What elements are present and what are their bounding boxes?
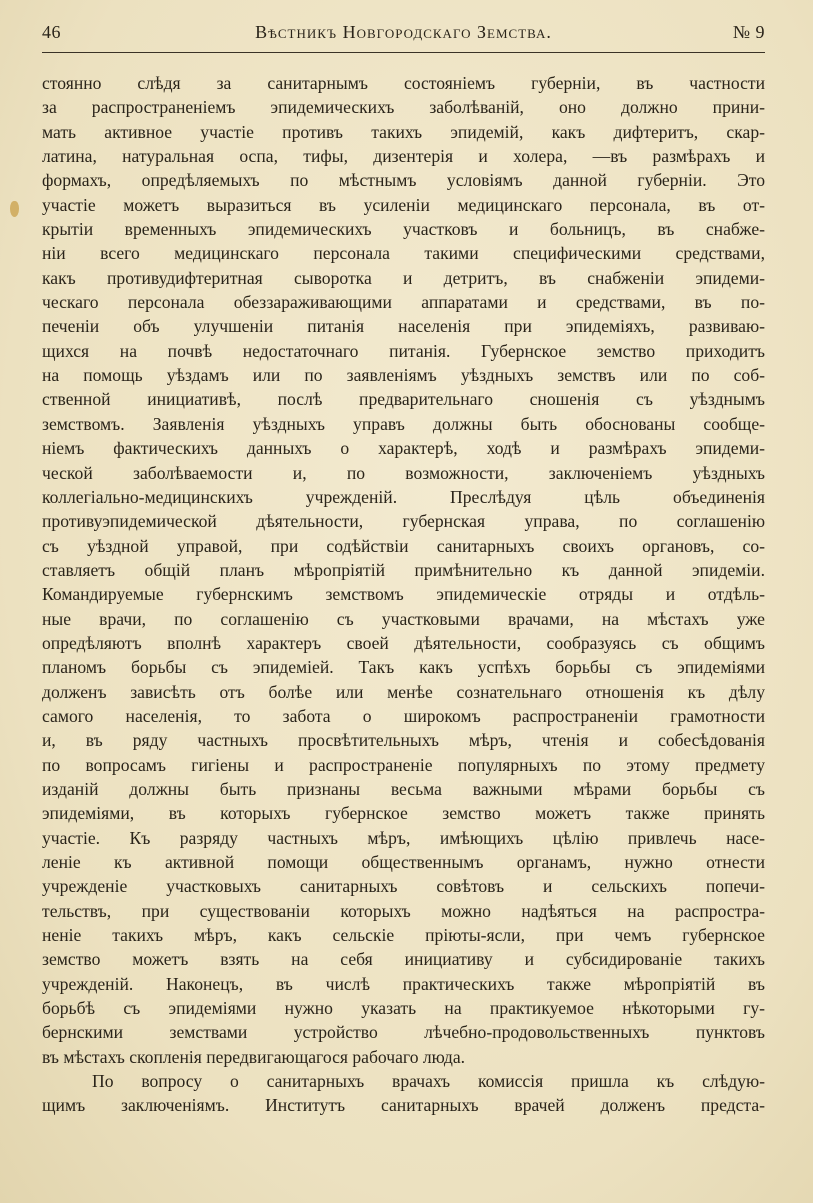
- text-line: ніи всего медицинскаго персонала такими специфическими средствами,: [42, 243, 765, 264]
- paper-stain: [10, 201, 19, 217]
- page-number: 46: [42, 22, 61, 42]
- text-line: печеніи объ улучшеніи питанія населенія при эпидеміяхъ, развиваю-: [42, 316, 765, 337]
- running-header: [42, 22, 765, 48]
- text-line: долженъ зависѣть отъ болѣе или менѣе сознательнаго отношенія къ дѣлу: [42, 681, 765, 702]
- text-line: на помощь уѣздамъ или по заявленіямъ уѣздныхъ земствъ или по соб-: [42, 365, 765, 386]
- text-line: ніемъ фактическихъ данныхъ о характерѣ, ходѣ и размѣрахъ эпидеми-: [42, 438, 765, 459]
- text-line: за распространеніемъ эпидемическихъ заболѣваній, оно должно прини-: [42, 97, 765, 118]
- text-line: учрежденіе участковыхъ санитарныхъ совѣтовъ и сельскихъ попечи-: [42, 876, 765, 897]
- text-line: формахъ, опредѣляемыхъ по мѣстнымъ условіямъ данной губерніи. Это: [42, 170, 765, 191]
- text-line: ные врачи, по соглашенію съ участковыми врачами, на мѣстахъ уже: [42, 608, 765, 629]
- body-text: [42, 71, 765, 1118]
- text-line: съ уѣздной управой, при содѣйствіи санитарныхъ своихъ органовъ, со-: [42, 535, 765, 556]
- text-line: бернскими земствами устройство лѣчебно-продовольственныхъ пунктовъ: [42, 1022, 765, 1043]
- text-line: Командируемые губернскимъ земствомъ эпидемическіе отряды и отдѣль-: [42, 584, 765, 605]
- text-line: участіе можетъ выразиться въ усиленіи медицинскаго персонала, въ от-: [42, 194, 765, 215]
- text-line: планомъ борьбы съ эпидеміей. Такъ какъ успѣхъ борьбы съ эпидеміями: [42, 657, 765, 678]
- text-line: леніе къ активной помощи общественнымъ органамъ, нужно отнести: [42, 852, 765, 872]
- paragraph-end-line: въ мѣстахъ скопленія передвигающагося рабочаго люда.: [42, 1046, 466, 1067]
- text-line: коллегіально-медицинскихъ учрежденій. Преслѣдуя цѣль объединенія: [42, 486, 765, 507]
- text-line: крытіи временныхъ эпидемическихъ участковъ и больницъ, въ снабже-: [42, 219, 765, 240]
- paragraph-start-line: По вопросу о санитарныхъ врачахъ комиссія пришла къ слѣдую-: [92, 1071, 765, 1092]
- text-line: борьбѣ съ эпидеміями нужно указать на практикуемое нѣкоторыми гу-: [42, 998, 765, 1019]
- text-line: мать активное участіе противъ такихъ эпидемій, какъ дифтеритъ, скар-: [42, 121, 765, 142]
- issue-number: № 9: [732, 22, 765, 42]
- text-line: и, въ ряду частныхъ просвѣтительныхъ мѣръ, чтенія и собесѣдованія: [42, 730, 765, 751]
- header-rule: [42, 52, 765, 53]
- text-line: стоянно слѣдя за санитарнымъ состояніемъ губерніи, въ частности: [42, 73, 765, 93]
- text-line: опредѣляютъ вполнѣ характеръ своей дѣятельности, сообразуясь съ общимъ: [42, 632, 765, 653]
- text-line: неніе такихъ мѣръ, какъ сельскіе пріюты-ясли, при чемъ губернское: [42, 925, 765, 946]
- text-line: эпидеміями, въ которыхъ губернское земство можетъ также принять: [42, 803, 765, 824]
- text-line: земство можетъ взять на себя инициативу и субсидированіе такихъ: [42, 949, 765, 970]
- text-line: латина, натуральная оспа, тифы, дизентерія и холера, —въ размѣрахъ и: [42, 146, 765, 167]
- text-line: изданій должны быть признаны весьма важными мѣрами борьбы съ: [42, 778, 765, 799]
- text-line: щихся на почвѣ недостаточнаго питанія. Губернское земство приходитъ: [42, 340, 765, 361]
- text-line: какъ противудифтеритная сыворотка и детритъ, въ снабженіи эпидеми-: [42, 267, 765, 288]
- text-line: земствомъ. Заявленія уѣздныхъ управъ должны быть обоснованы сообще-: [42, 413, 765, 434]
- text-line: учрежденій. Наконецъ, въ числѣ практическихъ также мѣропріятій въ: [42, 973, 765, 994]
- text-line: самого населенія, то забота о широкомъ распространеніи грамотности: [42, 705, 765, 726]
- text-line: ческой заболѣваемости и, по возможности, заключеніемъ уѣздныхъ: [42, 462, 765, 483]
- text-line: щимъ заключеніямъ. Институтъ санитарныхъ врачей долженъ предста-: [42, 1095, 765, 1116]
- text-line: ческаго персонала обеззараживающими аппаратами и средствами, въ по-: [42, 292, 765, 313]
- text-line: участіе. Къ разряду частныхъ мѣръ, имѣющихъ цѣлію привлечь насе-: [42, 827, 765, 848]
- text-line: ставляетъ общій планъ мѣропріятій примѣнительно къ данной эпидеміи.: [42, 559, 765, 580]
- text-line: тельствъ, при существованіи которыхъ можно надѣяться на распростра-: [42, 900, 765, 921]
- text-line: противуэпидемической дѣятельности, губернская управа, по соглашенію: [42, 511, 765, 532]
- text-line: ственной инициативѣ, послѣ предварительнаго сношенія съ уѣзднымъ: [42, 389, 765, 410]
- journal-title: Вѣстникъ Новгородскаго Земства.: [255, 22, 552, 42]
- text-line: по вопросамъ гигіены и распространеніе популярныхъ по этому предмету: [42, 754, 765, 775]
